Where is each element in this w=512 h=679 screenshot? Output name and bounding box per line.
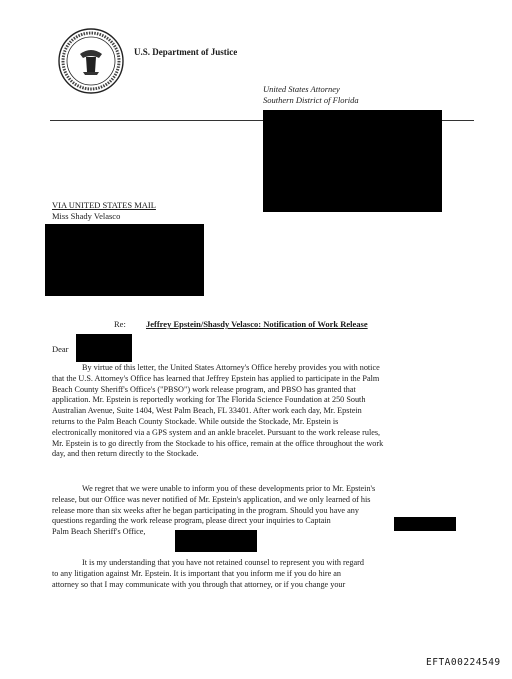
text-line: release, but our Office was never notified of Mr. Epstein's application, and we only learned of his xyxy=(52,494,371,504)
body-paragraph xyxy=(52,484,472,538)
body-paragraph xyxy=(52,558,472,590)
text-line: It is my understanding that you have not retained counsel to represent you with regard xyxy=(82,558,364,567)
text-line: Australian Avenue, Suite 1404, West Palm Beach, FL 33401. After work each day, Mr. Epstein xyxy=(52,406,362,416)
mail-method: VIA UNITED STATES MAIL xyxy=(52,200,156,210)
text-line: By virtue of this letter, the United States Attorney's Office hereby provides you with notice xyxy=(82,363,380,372)
text-line: returns to the Palm Beach County Stockade. While outside the Stockade, Mr. Epstein is xyxy=(52,416,339,426)
text-line: day, and then return directly to the Stockade. xyxy=(52,449,199,459)
subject-label: Re: xyxy=(114,319,126,329)
redaction-block xyxy=(263,110,442,212)
text-line: to any litigation against Mr. Epstein. It is important that you inform me if you do hire an xyxy=(52,568,342,578)
document-id: EFTA00224549 xyxy=(426,657,501,668)
text-line: questions regarding the work release program, please direct your inquiries to Captain xyxy=(52,516,331,526)
text-line: that the U.S. Attorney's Office has learned that Jeffrey Epstein has applied to participate in the Palm xyxy=(52,373,380,383)
text-line: We regret that we were unable to inform you of these developments prior to Mr. Epstein's xyxy=(82,484,376,493)
redaction-block xyxy=(76,334,132,362)
text-line: electronically monitored via a GPS system and an ankle bracelet. Pursuant to the work release rules, xyxy=(52,427,381,437)
office-district: Southern District of Florida xyxy=(263,95,359,105)
addressee-block xyxy=(52,200,156,222)
text-line: attorney so that I may communicate with you through that attorney, or if you change your xyxy=(52,579,346,589)
redaction-block xyxy=(45,224,204,296)
text-line: release more than six weeks after he began participating in the program. Should you have any xyxy=(52,505,359,515)
subject-line: Jeffrey Epstein/Shasdy Velasco: Notification of Work Release xyxy=(146,319,368,329)
text-line: Mr. Epstein is to go directly from the Stockade to his office, remain at the office throughout the work xyxy=(52,438,384,448)
office-title: United States Attorney xyxy=(263,84,340,94)
text-line: application. Mr. Epstein is reportedly working for The Florida Science Foundation at 250 South xyxy=(52,395,366,405)
doj-seal-icon xyxy=(58,28,124,94)
agency-name: U.S. Department of Justice xyxy=(134,47,238,57)
body-paragraph xyxy=(52,363,472,460)
addressee-name: Miss Shady Velasco xyxy=(52,211,121,221)
text-line: Beach County Sheriff's Office's ("PBSO") work release program, and PBSO has granted that xyxy=(52,384,356,394)
salutation: Dear xyxy=(52,344,69,354)
office-block xyxy=(263,84,359,106)
text-line: Palm Beach Sheriff's Office, xyxy=(52,527,146,537)
